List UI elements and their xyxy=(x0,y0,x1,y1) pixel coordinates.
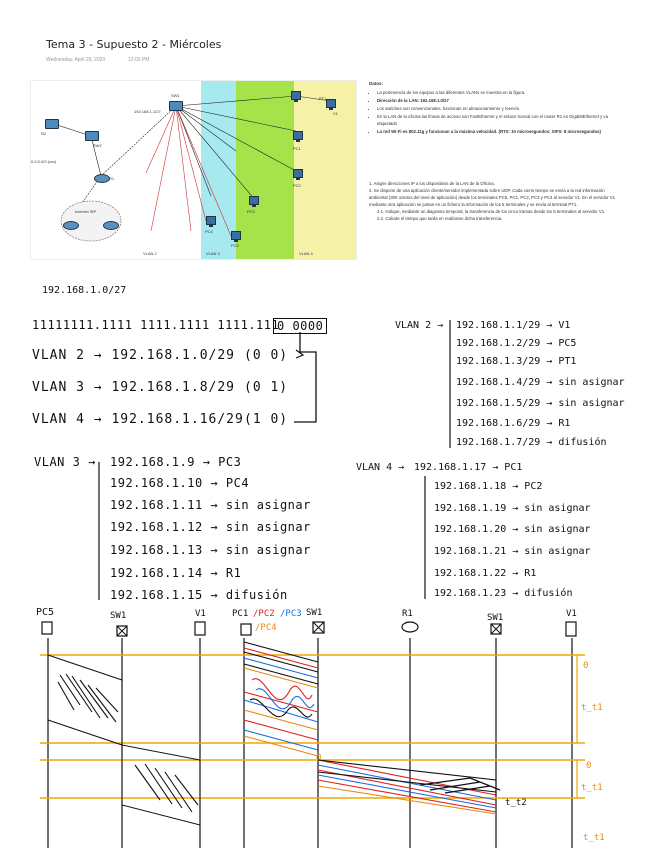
tt-mark-3: 0 xyxy=(316,753,322,763)
vlan3-entry: 192.168.1.13 → sin asignar xyxy=(110,543,311,557)
tt-label-4: t_t1 xyxy=(583,833,605,843)
switch-sw2-label: SW2 xyxy=(93,143,102,148)
router-ip-label: 192.168.1.1/27 xyxy=(134,109,161,114)
vlan4-entry: 192.168.1.20 → sin asignar xyxy=(434,524,591,535)
frame-pc5-sw1-hatch xyxy=(58,674,118,722)
frame-sw1-v1 xyxy=(122,745,200,825)
frame-pc5-sw1 xyxy=(48,655,122,745)
network-links xyxy=(31,81,356,259)
frame-sw1-v1-hatch xyxy=(135,764,198,812)
timing-col-label: V1 xyxy=(195,609,206,619)
vlan2-entry: 192.168.1.4/29 → sin asignar xyxy=(456,377,625,388)
timing-pc4-label: /PC4 xyxy=(255,623,277,633)
pc-pc1-label: PC1 xyxy=(293,146,301,151)
task-2-2: 2.2. Calcule el tiempo que tarda en realizarse dicha transferencia. xyxy=(377,216,503,221)
vlan2-entry: 192.168.1.5/29 → sin asignar xyxy=(456,398,625,409)
switch-node-cross-3 xyxy=(491,624,501,634)
band-label-vlan3: VLAN 3 xyxy=(206,251,220,256)
pc5-node-icon xyxy=(42,622,52,634)
pc-pc3-label: PC3 xyxy=(247,209,255,214)
pc-pc3-icon xyxy=(249,196,259,205)
vlan2-entry: 192.168.1.2/29 → PC5 xyxy=(456,338,577,349)
vlan4-entry: 192.168.1.23 → difusión xyxy=(434,588,573,599)
switch-sw1-label: SW1 xyxy=(171,93,180,98)
cloud-label: Internet ISP xyxy=(75,209,97,214)
vlan2-entry: 192.168.1.7/29 → difusión xyxy=(456,437,607,448)
task-1: 1. Asigne direcciones IP a los dispositivos de la LAN de la Oficina. xyxy=(369,181,495,186)
note-vlan3-head: VLAN 3 → xyxy=(34,455,96,469)
vlan4-entry: 192.168.1.22 → R1 xyxy=(434,568,537,579)
tt-mark-1: 0 xyxy=(583,661,589,671)
vlan4-entry: 192.168.1.19 → sin asignar xyxy=(434,503,591,514)
tt-label-1: t_t1 xyxy=(581,703,603,713)
vlan4-bracket xyxy=(421,476,429,601)
vlan3-entry: 192.168.1.12 → sin asignar xyxy=(110,520,311,534)
page-time: 12:00 PM xyxy=(128,57,150,63)
pc-pt1-label: PT1 xyxy=(319,96,327,101)
tt-mark-2: 0 xyxy=(586,761,592,771)
switch-node-cross xyxy=(117,626,127,636)
timing-col-label: V1 xyxy=(566,609,577,619)
vlan3-bracket xyxy=(95,462,103,602)
task-2-1: 2.1. Indique, mediante un diagrama temporal, la transferencia de los cinco tramas desde los 5 terminales al servidor V1. xyxy=(377,209,606,214)
page-date: Wednesday, April 29, 2020 xyxy=(46,57,106,63)
cidr-label: 0.0.0.0/0 (xxx) xyxy=(31,159,57,164)
vlan4-entry: 192.168.1.21 → sin asignar xyxy=(434,546,591,557)
note-vlan4-bits: (1 0) xyxy=(244,412,289,427)
tasks-block xyxy=(369,180,624,222)
vlan3-entry: 192.168.1.10 → PC4 xyxy=(110,476,250,490)
vlan3-entry: 192.168.1.9 → PC3 xyxy=(110,455,242,469)
note-vlan4-subnet: VLAN 4 → 192.168.1.16/29 xyxy=(32,412,244,427)
vlan3-entry: 192.168.1.11 → sin asignar xyxy=(110,498,311,512)
vlan2-entry: 192.168.1.6/29 → R1 xyxy=(456,418,571,429)
switch-sw1-icon xyxy=(169,101,183,111)
page-title: Tema 3 - Supuesto 2 - Miércoles xyxy=(46,38,222,51)
timing-col-label: SW1 xyxy=(487,613,504,623)
note-mask: 11111111.1111 1111.1111 1111.111 xyxy=(32,318,280,332)
cloud-router-a-icon xyxy=(63,221,79,230)
tt-label-3: t_t1 xyxy=(581,783,603,793)
router-r1-icon xyxy=(94,174,110,183)
timing-col-label: SW1 xyxy=(110,611,127,621)
vlan2-entry: 192.168.1.1/29 → V1 xyxy=(456,320,571,331)
note-vlan4-head: VLAN 4 → xyxy=(356,462,405,473)
pc-pc2-label: PC2 xyxy=(293,183,301,188)
band-label-vlan4: VLAN 4 xyxy=(299,251,313,256)
datos-item: • La pertenencia de los equipos a las diferentes VLANs se muestra en la figura. xyxy=(377,89,624,96)
vlan2-bracket xyxy=(446,320,454,450)
timing-diagram xyxy=(0,600,655,848)
timing-pc3-label: /PC3 xyxy=(280,609,302,619)
timing-col-label: R1 xyxy=(402,609,413,619)
note-vlan2-bits: (0 0) xyxy=(244,348,289,363)
datos-item: • La red Wi-Fi es 802.11g y funcionan a la máxima velocidad. (RTS: 10 microsegundos; SIFS: 8 microsegundos) xyxy=(377,128,624,135)
vlan3-entry: 192.168.1.15 → difusión xyxy=(110,588,288,602)
pc-pc4-icon xyxy=(206,216,216,225)
router-r2-label: R2 xyxy=(41,131,47,136)
datos-item: • En la LAN de la oficina las líneas de acceso son FastEthernet y el enlace troncal con el router R1 es GigabitEthernet y va etiquetado xyxy=(377,113,624,127)
pc-pc2-icon xyxy=(293,169,303,178)
pc1-node-icon xyxy=(241,624,251,635)
cloud-router-b-icon xyxy=(103,221,119,230)
router-node-icon xyxy=(402,622,418,632)
switch-sw2-icon xyxy=(85,131,99,141)
v1-node-icon-2 xyxy=(566,622,576,636)
pc-pt1-icon xyxy=(291,91,301,100)
router-r2-icon xyxy=(45,119,59,129)
note-mask-bits: 0 0000 xyxy=(273,318,327,334)
vlan4-entry: 192.168.1.17 → PC1 xyxy=(414,462,523,473)
pc-v1-icon xyxy=(326,99,336,108)
vlan4-entry: 192.168.1.18 → PC2 xyxy=(434,481,543,492)
vlan3-entry: 192.168.1.14 → R1 xyxy=(110,566,242,580)
router-r1-label: R1 xyxy=(109,176,115,181)
pc-pc5-icon xyxy=(231,231,241,240)
datos-item: • Los switches son convencionales, funcionan en almacenamiento y reenvío xyxy=(377,105,624,112)
pc-v1-label: V1 xyxy=(333,111,338,116)
note-vlan2-subnet: VLAN 2 → 192.168.1.0/29 xyxy=(32,348,236,363)
timing-diagram-svg xyxy=(0,600,655,848)
note-vlan3-bits: (0 1) xyxy=(244,380,289,395)
note-vlan2-head: VLAN 2 → xyxy=(395,320,444,331)
pc-pc1-icon xyxy=(293,131,303,140)
note-vlan3-subnet: VLAN 3 → 192.168.1.8/29 xyxy=(32,380,236,395)
datos-block xyxy=(369,80,624,136)
vlan2-entry: 192.168.1.3/29 → PT1 xyxy=(456,356,577,367)
datos-item: • Dirección de la LAN: 192.168.1.0/27 xyxy=(377,97,624,104)
v1-node-icon xyxy=(195,622,205,635)
network-diagram xyxy=(30,80,357,260)
tt-label-2: t_t2 xyxy=(505,798,527,808)
pc-pc4-label: PC4 xyxy=(205,229,213,234)
timing-pc2-label: /PC2 xyxy=(253,609,275,619)
timing-col-label: PC5 xyxy=(36,607,55,618)
switch-node-cross-2 xyxy=(313,622,324,633)
timing-col-label: SW1 xyxy=(306,608,323,618)
pc-pc5-label: PC5 xyxy=(231,243,239,248)
band-label-vlan2: VLAN 2 xyxy=(143,251,157,256)
task-2: 2. Se dispone de una aplicación cliente/servidor implementada sobre UDP. Cada cierto tiempo se envía a la red información ambiental (300 octetos del nivel de aplicación) desde los terminales PC5, PC1, PC2, PC3 y PC4 al servidor V1. En el servidor V1 mediante otra aplicación se juntan en un fichero la información de los 5 terminales y se envía al terminal PT1. xyxy=(369,188,615,207)
timing-col-label: PC1 xyxy=(232,609,249,619)
frames-pc1-pc4 xyxy=(244,642,496,814)
datos-heading: Datos: xyxy=(369,81,384,86)
note-network: 192.168.1.0/27 xyxy=(42,285,127,296)
